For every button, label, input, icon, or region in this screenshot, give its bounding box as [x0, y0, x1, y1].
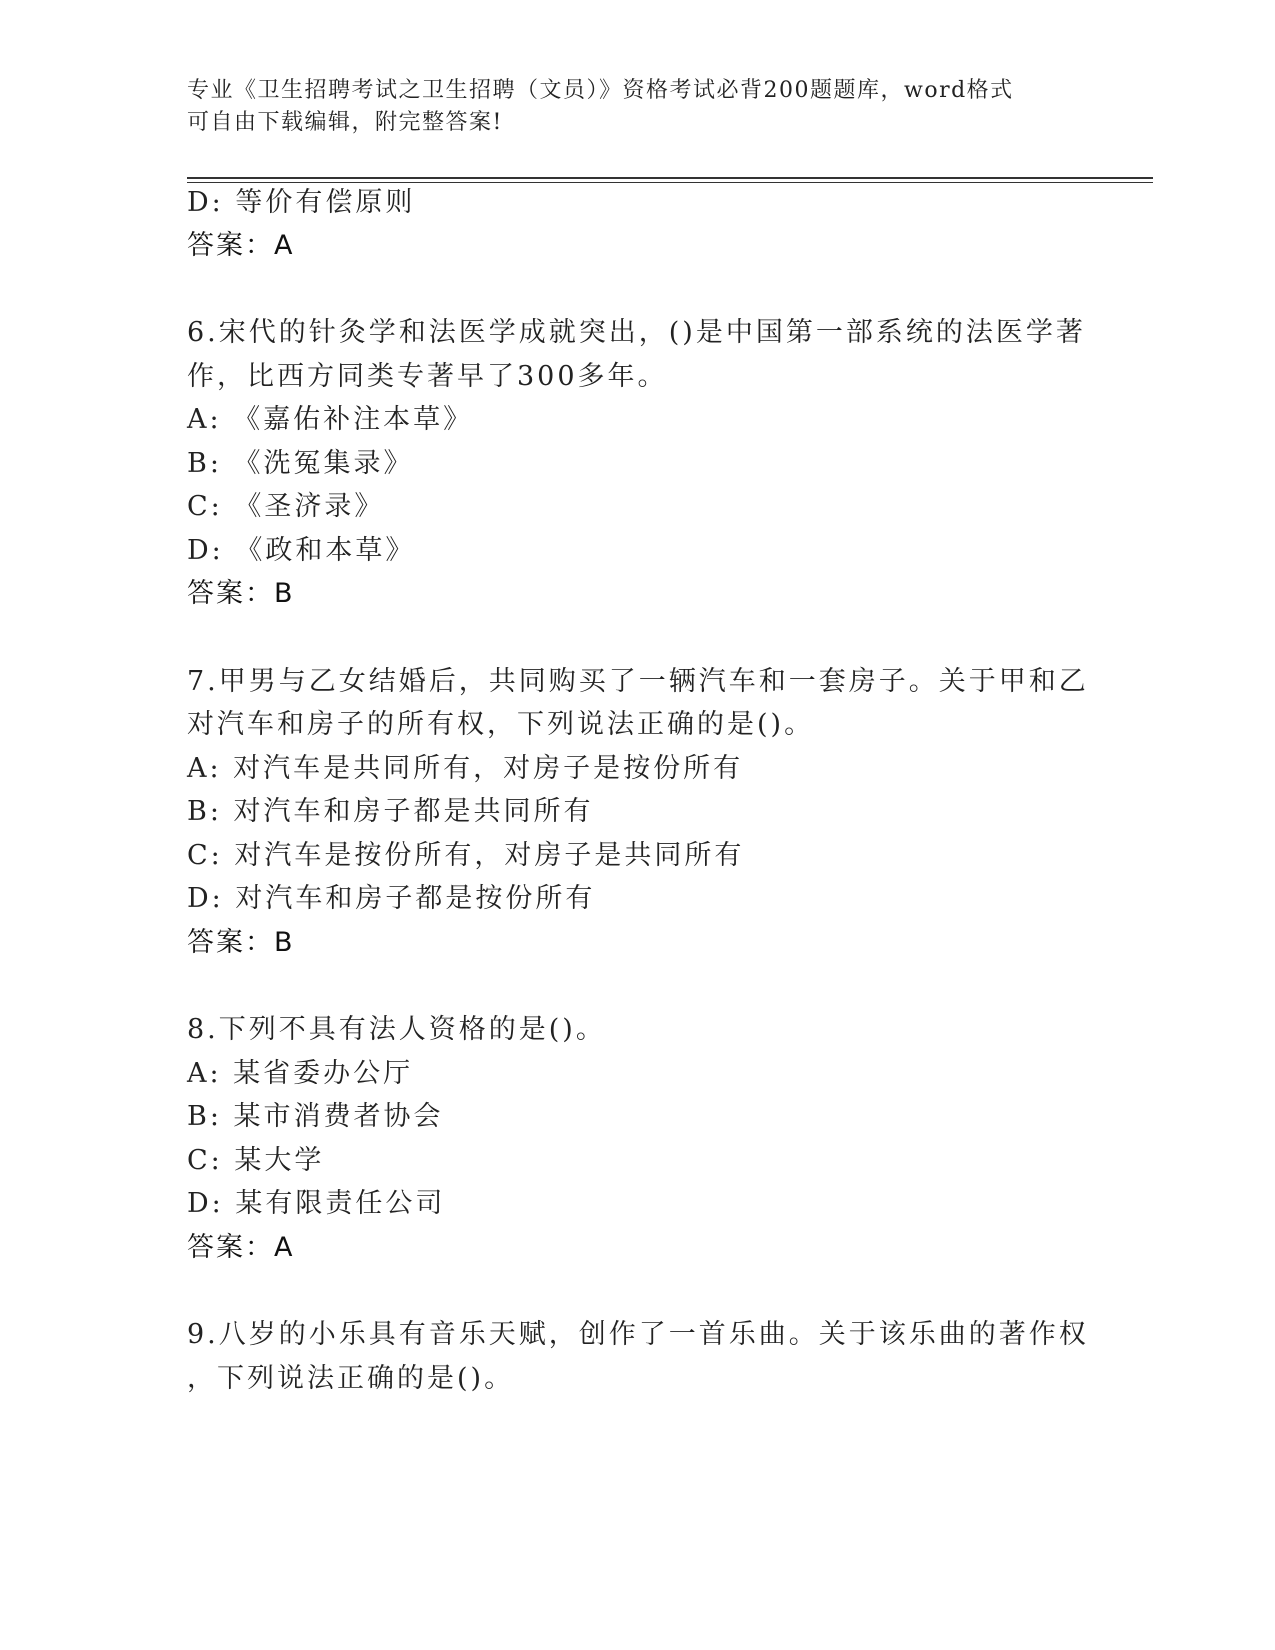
q6-option-a: A: 《嘉佑补注本草》	[187, 404, 474, 435]
q6-option-d: D: 《政和本草》	[187, 535, 416, 566]
q8-answer: 答案：A	[187, 1232, 295, 1263]
q8-stem-line-1: 8.下列不具有法人资格的是()。	[187, 1014, 606, 1045]
q6-option-c: C: 《圣济录》	[187, 491, 385, 522]
q7-option-b: B: 对汽车和房子都是共同所有	[187, 796, 594, 827]
prev-option-d: D: 等价有偿原则	[187, 187, 416, 218]
q8-option-d: D: 某有限责任公司	[187, 1188, 446, 1219]
q6-option-b: B: 《洗冤集录》	[187, 448, 414, 479]
q7-stem-line-1: 7.甲男与乙女结婚后，共同购买了一辆汽车和一套房子。关于甲和乙	[187, 666, 1089, 697]
q8-option-b: B: 某市消费者协会	[187, 1101, 444, 1132]
q7-option-a: A: 对汽车是共同所有，对房子是按份所有	[187, 753, 744, 784]
header-divider-thin	[187, 182, 1153, 183]
q6-stem-line-1: 6.宋代的针灸学和法医学成就突出，()是中国第一部系统的法医学著	[187, 317, 1086, 348]
q8-option-c: C: 某大学	[187, 1145, 325, 1176]
document-header	[187, 75, 1067, 139]
q9-stem-line-1: 9.八岁的小乐具有音乐天赋，创作了一首乐曲。关于该乐曲的著作权	[187, 1319, 1089, 1350]
q7-option-d: D: 对汽车和房子都是按份所有	[187, 883, 596, 914]
q8-option-a: A: 某省委办公厅	[187, 1058, 414, 1089]
q7-answer: 答案：B	[187, 927, 295, 958]
header-line-2: 可自由下载编辑，附完整答案!	[187, 110, 503, 135]
q7-option-c: C: 对汽车是按份所有，对房子是共同所有	[187, 840, 745, 871]
q6-answer: 答案：B	[187, 578, 295, 609]
header-line-1: 专业《卫生招聘考试之卫生招聘（文员）》资格考试必背200题题库，word格式	[187, 78, 1014, 103]
q6-stem-line-2: 作，比西方同类专著早了300多年。	[187, 361, 668, 392]
header-divider-thick	[187, 177, 1153, 179]
q9-stem-line-2: ，下列说法正确的是()。	[187, 1363, 515, 1394]
q7-stem-line-2: 对汽车和房子的所有权，下列说法正确的是()。	[187, 709, 815, 740]
prev-answer: 答案：A	[187, 230, 295, 261]
